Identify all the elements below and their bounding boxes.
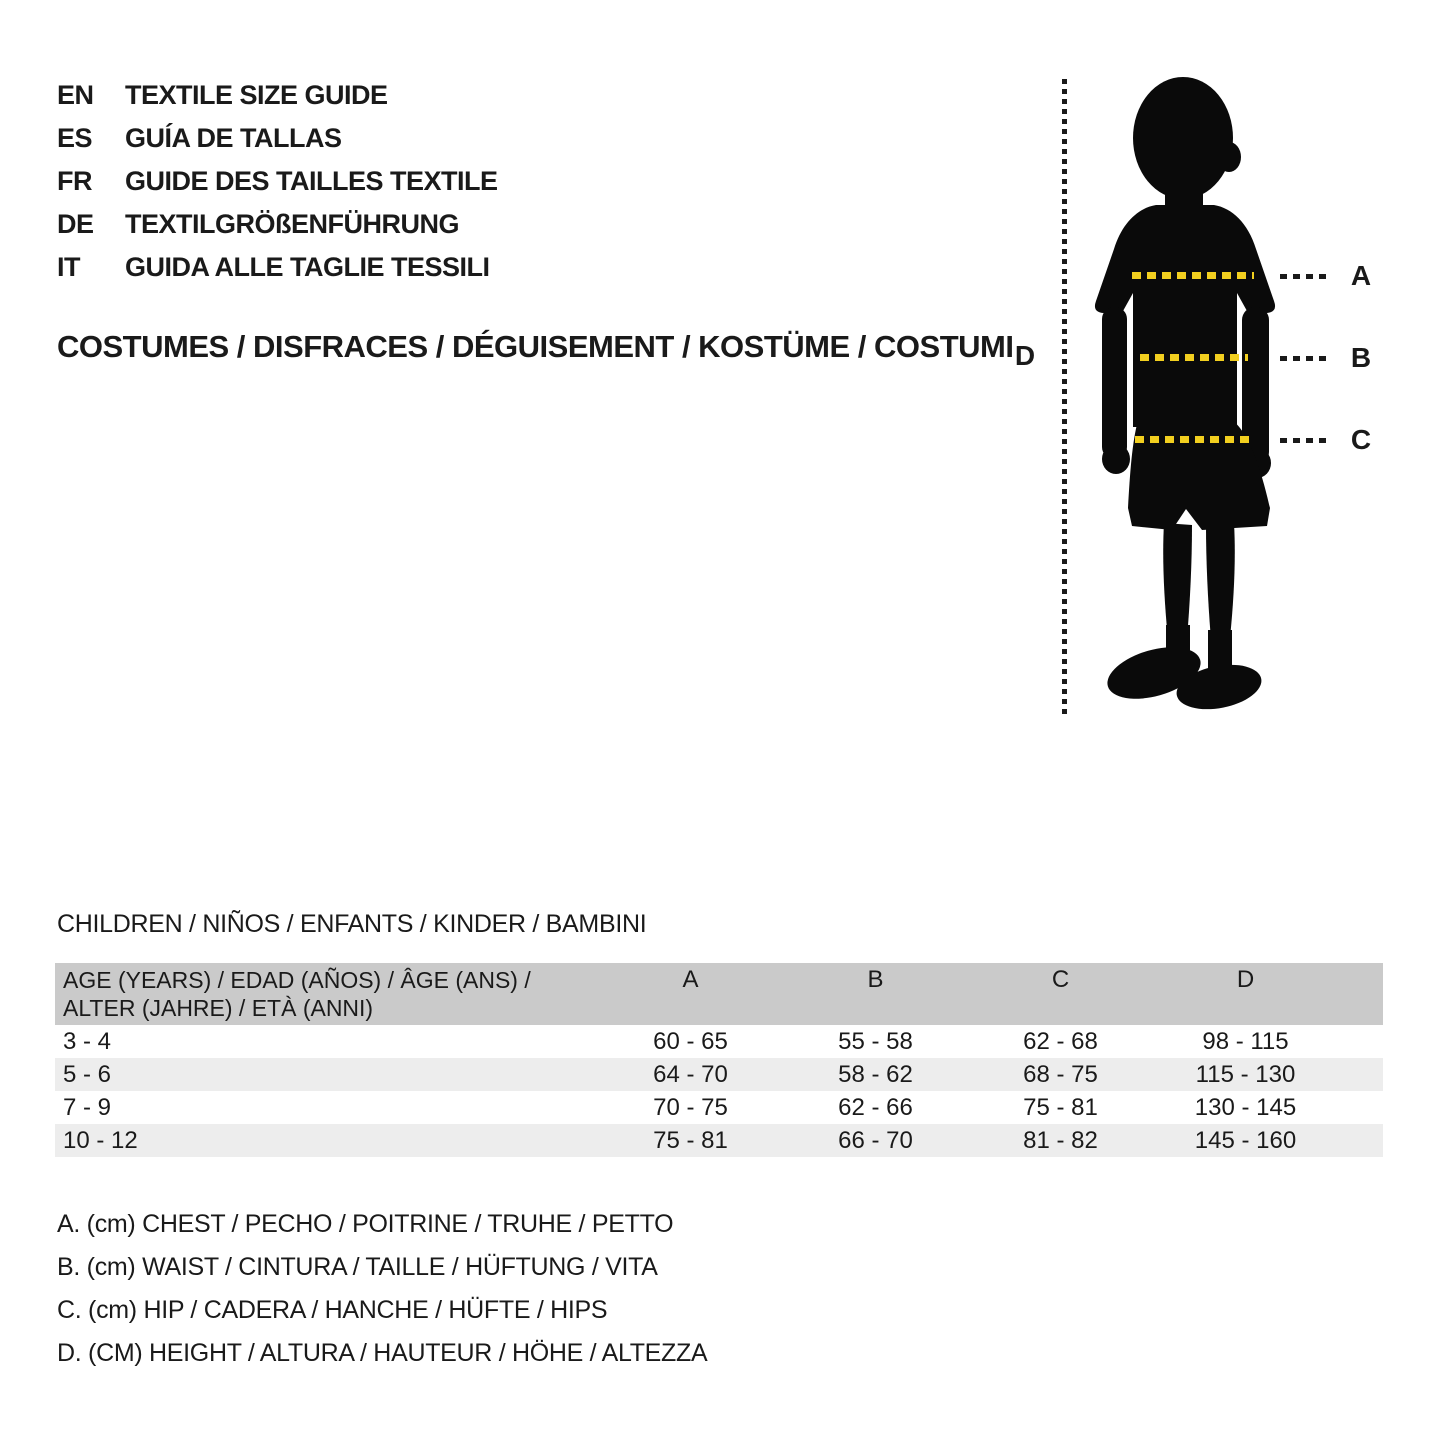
- hip-label: C: [1350, 424, 1372, 455]
- child-silhouette: [1080, 55, 1310, 715]
- age-header-line1: AGE (YEARS) / EDAD (AÑOS) / ÂGE (ANS) /: [63, 967, 531, 993]
- column-header-a: A: [682, 966, 699, 993]
- column-header-d: D: [1236, 966, 1255, 993]
- height-cell: 145 - 160: [1194, 1126, 1297, 1154]
- chest-cell: 70 - 75: [653, 1093, 728, 1121]
- legend-chest: A. (cm) CHEST / PECHO / POITRINE / TRUHE / PETTO: [57, 1210, 674, 1238]
- legend-height: D. (CM) HEIGHT / ALTURA / HAUTEUR / HÖHE / ALTEZZA: [57, 1339, 708, 1367]
- language-row: [57, 246, 498, 289]
- table-row: [55, 1124, 1383, 1157]
- hip-cell: 68 - 75: [1023, 1060, 1098, 1088]
- language-code: DE: [57, 209, 94, 239]
- language-label: GUIDE DES TAILLES TEXTILE: [125, 166, 498, 196]
- waist-cell: 58 - 62: [838, 1060, 913, 1088]
- language-code: ES: [57, 123, 93, 153]
- language-code: FR: [57, 166, 92, 196]
- height-cell: 130 - 145: [1194, 1093, 1297, 1121]
- waist-cell: 55 - 58: [838, 1027, 913, 1055]
- height-cell: 115 - 130: [1195, 1060, 1296, 1088]
- hip-connector-line: [1280, 438, 1330, 443]
- age-header-line2: ALTER (JAHRE) / ETÀ (ANNI): [63, 995, 374, 1021]
- waist-measure-line: [1140, 354, 1248, 361]
- language-row: [57, 160, 498, 203]
- waist-label: B: [1350, 342, 1372, 373]
- language-label: TEXTILE SIZE GUIDE: [125, 80, 388, 110]
- legend-waist: B. (cm) WAIST / CINTURA / TAILLE / HÜFTUNG / VITA: [57, 1253, 658, 1281]
- language-list: [57, 74, 498, 289]
- height-dotted-line: [1062, 79, 1067, 715]
- hip-cell: 81 - 82: [1023, 1126, 1098, 1154]
- legend-hip: C. (cm) HIP / CADERA / HANCHE / HÜFTE / HIPS: [57, 1296, 608, 1324]
- height-cell: 98 - 115: [1202, 1027, 1289, 1055]
- age-cell: 10 - 12: [63, 1126, 138, 1154]
- table-row: [55, 1091, 1383, 1124]
- hip-cell: 75 - 81: [1023, 1093, 1098, 1121]
- age-cell: 3 - 4: [63, 1027, 112, 1055]
- chest-cell: 75 - 81: [653, 1126, 728, 1154]
- age-column-header: [55, 963, 598, 1025]
- table-row: [55, 1025, 1383, 1058]
- age-cell: 5 - 6: [63, 1060, 112, 1088]
- hip-cell: 62 - 68: [1023, 1027, 1098, 1055]
- waist-cell: 66 - 70: [838, 1126, 913, 1154]
- size-table: [55, 963, 1383, 1157]
- hip-measure-line: [1135, 436, 1255, 443]
- language-label: TEXTILGRÖßENFÜHRUNG: [125, 209, 459, 239]
- language-row: [57, 203, 498, 246]
- chest-connector-line: [1280, 274, 1330, 279]
- age-cell: 7 - 9: [63, 1093, 112, 1121]
- children-section-title: CHILDREN / NIÑOS / ENFANTS / KINDER / BAMBINI: [57, 909, 647, 938]
- language-row: [57, 74, 498, 117]
- measurement-legend: [57, 1203, 707, 1375]
- chest-cell: 60 - 65: [653, 1027, 728, 1055]
- column-header-c: C: [1051, 966, 1070, 993]
- chest-label: A: [1350, 260, 1372, 291]
- language-label: GUIDA ALLE TAGLIE TESSILI: [125, 252, 490, 282]
- height-label: D: [1014, 340, 1036, 371]
- language-code: EN: [57, 80, 94, 110]
- waist-cell: 62 - 66: [838, 1093, 913, 1121]
- category-title: COSTUMES / DISFRACES / DÉGUISEMENT / KOSTÜME / COSTUMI: [57, 329, 1014, 364]
- language-row: [57, 117, 498, 160]
- language-label: GUÍA DE TALLAS: [125, 123, 342, 153]
- column-header-b: B: [867, 966, 884, 993]
- chest-measure-line: [1132, 272, 1254, 279]
- table-row: [55, 1058, 1383, 1091]
- chest-cell: 64 - 70: [653, 1060, 728, 1088]
- language-code: IT: [57, 252, 80, 282]
- waist-connector-line: [1280, 356, 1330, 361]
- table-header: [55, 963, 1383, 1025]
